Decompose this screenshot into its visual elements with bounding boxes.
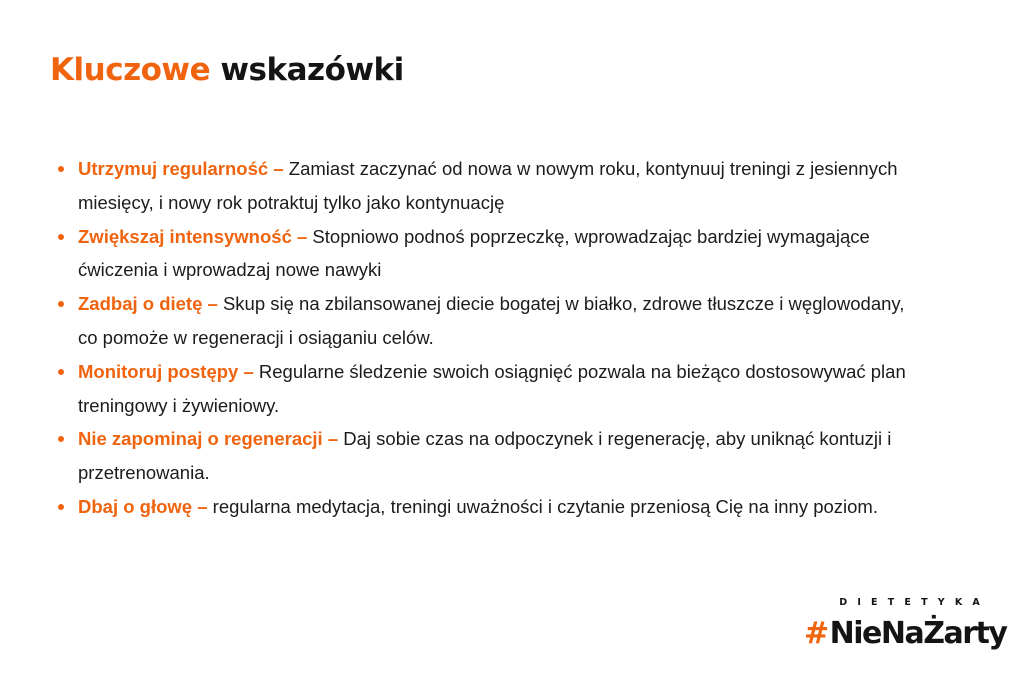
tip-text: Stopniowo podnoś poprzeczkę, wprowadzając bardziej wymagające ćwiczenia i wprowadzaj nowe nawyki xyxy=(78,225,870,281)
page-title-rest: wskazówki xyxy=(220,52,404,88)
tip-item-diet xyxy=(58,287,918,355)
tip-text: Daj sobie czas na odpoczynek i regenerację, aby uniknąć kontuzji i przetrenowania. xyxy=(78,428,892,484)
tip-lead: Dbaj o głowę – xyxy=(78,495,208,517)
brand-wordmark xyxy=(804,616,1007,652)
page-title xyxy=(50,48,404,92)
bullet-icon xyxy=(58,504,64,510)
tip-lead: Nie zapominaj o regeneracji – xyxy=(78,428,339,450)
tip-text: Regularne śledzenie swoich osiągnięć pozwala na bieżąco dostosowywać plan treningowy i żywieniowy. xyxy=(78,360,906,416)
page-title-accent: Kluczowe xyxy=(50,52,211,88)
bullet-icon xyxy=(58,369,64,375)
bullet-icon xyxy=(58,301,64,307)
tip-lead: Monitoruj postępy – xyxy=(78,360,254,382)
tip-item-regularity xyxy=(58,152,918,220)
tip-text: regularna medytacja, treningi uważności i czytanie przeniosą Cię na inny poziom. xyxy=(212,495,878,517)
tip-lead: Utrzymuj regularność – xyxy=(78,158,284,179)
tip-lead: Zwiększaj intensywność – xyxy=(78,225,308,247)
bullet-icon xyxy=(58,436,64,442)
tip-item-mind xyxy=(58,490,918,524)
tip-item-recovery xyxy=(58,422,918,490)
tip-text: Zamiast zaczynać od nowa w nowym roku, kontynuuj treningi z jesiennych miesięcy, i nowy rok potraktuj tylko jako kontynuację xyxy=(78,158,898,213)
bullet-icon xyxy=(58,234,64,240)
tips-list xyxy=(58,152,918,524)
tip-item-intensity xyxy=(58,220,918,288)
brand-name: NieNaŻarty xyxy=(829,616,1007,651)
hashtag-icon: # xyxy=(804,616,828,651)
brand-subtitle: DIETETYKA xyxy=(839,597,990,608)
bullet-icon xyxy=(58,166,64,172)
tip-lead: Zadbaj o dietę – xyxy=(78,293,218,315)
brand-logo xyxy=(804,596,1007,652)
tip-text: Skup się na zbilansowanej diecie bogatej w białko, zdrowe tłuszcze i węglowodany, co pomoże w regeneracji i osiąganiu celów. xyxy=(78,293,905,348)
tip-item-progress xyxy=(58,355,918,423)
